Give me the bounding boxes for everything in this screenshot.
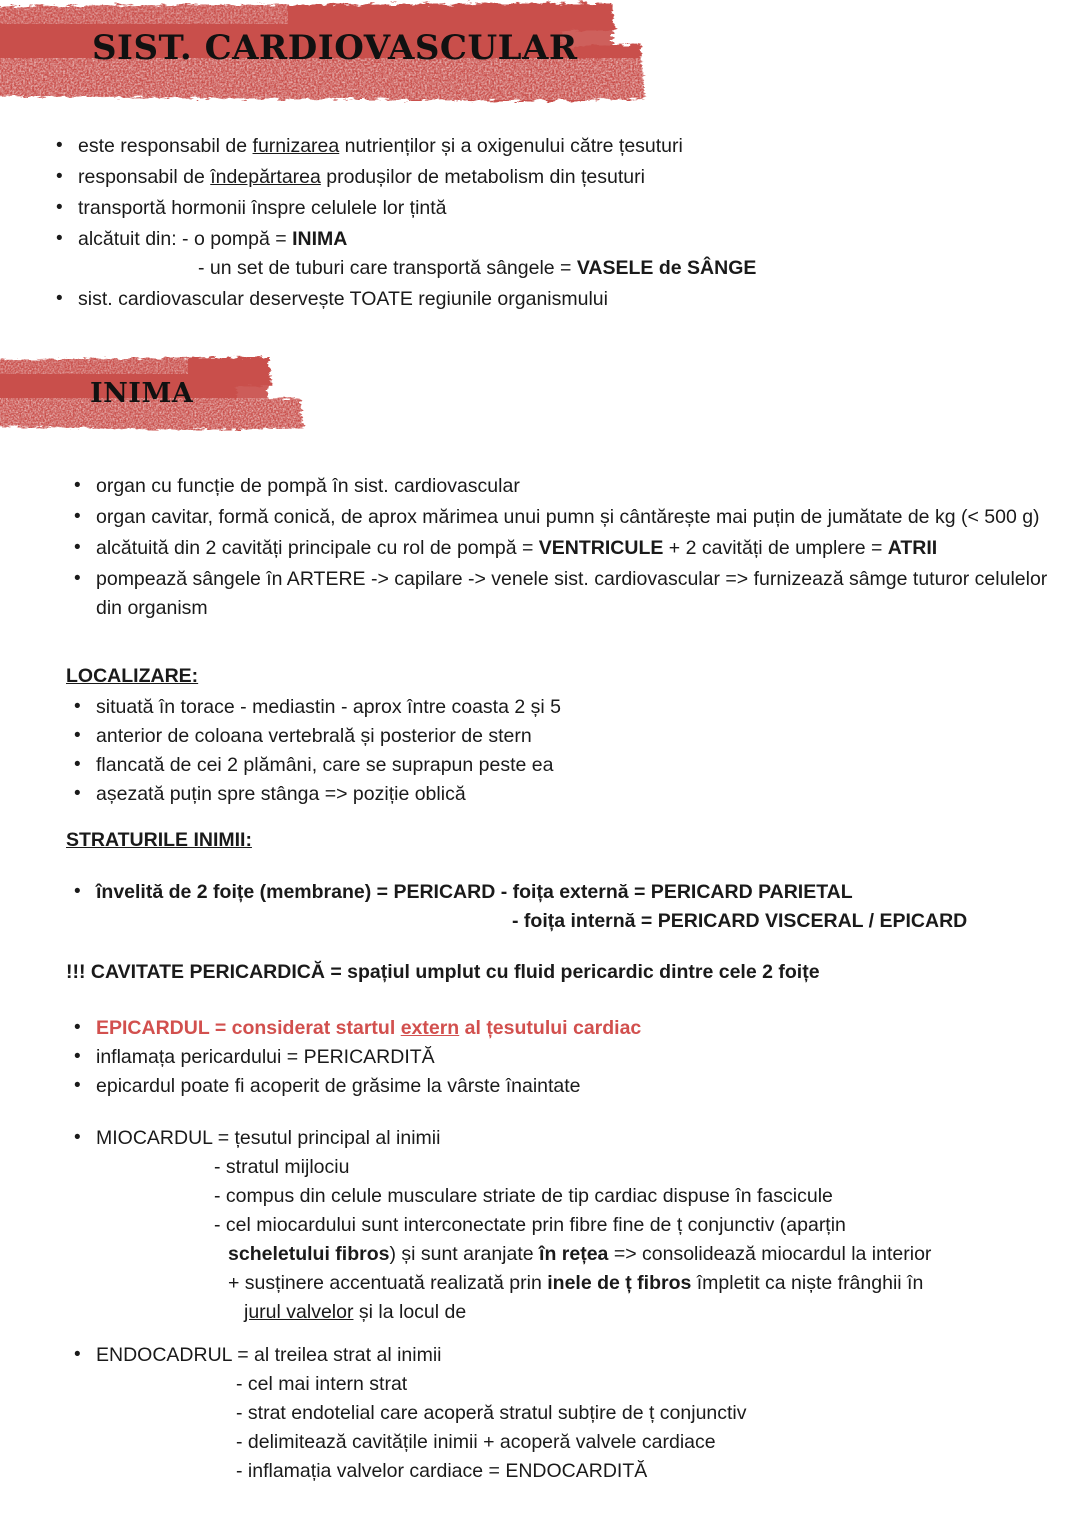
list-item: • așezată puțin spre stânga => poziție oblică bbox=[66, 780, 886, 809]
inima-text-3c: + 2 cavități de umplere = bbox=[663, 537, 888, 559]
bullet-text-2c: produșilor de metabolism din țesuturi bbox=[320, 166, 645, 188]
endocard-sub-4: - inflamația valvelor cardiace = ENDOCARDITĂ bbox=[236, 1460, 648, 1482]
bullet-text-4a: alcătuit din: - o pompă = bbox=[78, 228, 293, 250]
epicard-text-a: EPICARDUL bbox=[96, 1017, 210, 1039]
miocard-support-5: și la locul de bbox=[353, 1301, 467, 1323]
list-item bbox=[48, 285, 1048, 314]
inima-text-2: organ cavitar, formă conică, de aprox mărimea unui pumn și cântărește mai puțin de jumătate de kg (< 500 g) bbox=[96, 506, 1040, 528]
list-item: • inflamața pericardului = PERICARDITĂ bbox=[66, 1043, 1066, 1072]
list-item bbox=[66, 878, 1066, 936]
inima-text-3d: ATRII bbox=[887, 537, 938, 559]
inima-text-3b: VENTRICULE bbox=[538, 537, 664, 559]
miocard-sub-2: - compus din celule musculare striate de tip cardiac dispuse în fascicule bbox=[214, 1185, 833, 1207]
inima-text-4: pompează sângele în ARTERE -> capilare -> venele sist. cardiovascular => furnizează sâmge tuturor celulelor din organism bbox=[96, 568, 1048, 619]
bullet-text-1a: este responsabil de bbox=[78, 135, 253, 157]
miocard-long-1: - cel miocardului sunt interconectate prin fibre fine de ț conjunctiv (aparțin bbox=[214, 1214, 846, 1236]
endocard-title: ENDOCADRUL = al treilea strat al inimii bbox=[96, 1344, 442, 1366]
endocard-sub-2: - strat endotelial care acoperă stratul subțire de ț conjunctiv bbox=[236, 1402, 747, 1424]
epicard-text-c: extern bbox=[400, 1017, 460, 1039]
miocard-support-2: inele de ț fibros bbox=[547, 1272, 692, 1294]
epicard-bullet-list bbox=[66, 1014, 1066, 1101]
bullet-text-2b: îndepărtarea bbox=[210, 166, 321, 188]
list-item bbox=[66, 534, 1066, 563]
miocard-long-3: ) și sunt aranjate bbox=[389, 1243, 540, 1265]
bullet-text-1b: furnizarea bbox=[252, 135, 340, 157]
miocard-section bbox=[66, 1124, 1076, 1329]
list-item bbox=[48, 225, 1048, 283]
bullet-text-1c: nutrienților și a oxigenului către țesuturi bbox=[339, 135, 683, 157]
bullet-text-4d: VASELE de SÂNGE bbox=[576, 257, 757, 279]
inima-text-1: organ cu funcție de pompă în sist. cardiovascular bbox=[96, 475, 520, 497]
bullet-text-2a: responsabil de bbox=[78, 166, 211, 188]
straturile-heading-wrap bbox=[66, 826, 1066, 857]
cavitate-pericardica-note: !!! CAVITATE PERICARDICĂ = spațiul umplut cu fluid pericardic dintre cele 2 foițe bbox=[66, 961, 820, 983]
miocard-long-4: în rețea bbox=[539, 1243, 609, 1265]
bullet-text-3: transportă hormonii înspre celulele lor țintă bbox=[78, 197, 447, 219]
list-item bbox=[66, 472, 1066, 501]
list-item: • anterior de coloana vertebrală și posterior de stern bbox=[66, 722, 886, 751]
miocard-support-4: jurul valvelor bbox=[244, 1301, 354, 1323]
localizare-heading: LOCALIZARE: bbox=[66, 665, 199, 687]
localizare-section bbox=[66, 662, 886, 809]
list-item bbox=[66, 503, 1066, 532]
list-item: • flancată de cei 2 plămâni, care se suprapun peste ea bbox=[66, 751, 886, 780]
epicard-text-b: = considerat startul bbox=[209, 1017, 401, 1039]
list-item bbox=[66, 1341, 1066, 1486]
miocard-sub-1: - stratul mijlociu bbox=[214, 1156, 350, 1178]
bullet-text-4b: INIMA bbox=[292, 228, 348, 250]
inima-text-3a: alcătuită din 2 cavități principale cu rol de pompă = bbox=[96, 537, 539, 559]
list-item bbox=[66, 1124, 1076, 1327]
epicard-text-d: al țesutului cardiac bbox=[459, 1017, 642, 1039]
endocard-sub-3: - delimitează cavitățile inimii + acoperă valvele cardiace bbox=[236, 1431, 716, 1453]
endocard-sub-1: - cel mai intern strat bbox=[236, 1373, 408, 1395]
endocard-section bbox=[66, 1341, 1066, 1488]
page-title: SIST. CARDIOVASCULAR bbox=[92, 28, 578, 68]
section-title-inima: INIMA bbox=[90, 378, 194, 409]
bullet-text-4c: - un set de tuburi care transportă sângele = bbox=[198, 257, 577, 279]
miocard-support-1: + susținere accentuată realizată prin bbox=[228, 1272, 548, 1294]
pericard-line1: învelită de 2 foițe (membrane) = PERICARD - foița externă = PERICARD PARIETAL bbox=[96, 881, 853, 903]
bullet-text-5: sist. cardiovascular deservește TOATE regiunile organismului bbox=[78, 288, 608, 310]
list-item: • epicardul poate fi acoperit de grăsime la vârste înaintate bbox=[66, 1072, 1066, 1101]
list-item: • situată în torace - mediastin - aprox între coasta 2 și 5 bbox=[66, 693, 886, 722]
list-item bbox=[48, 132, 1048, 161]
straturile-heading: STRATURILE INIMII: bbox=[66, 829, 252, 851]
miocard-long-2: scheletului fibros bbox=[228, 1243, 390, 1265]
intro-bullet-list bbox=[48, 132, 1048, 316]
miocard-long-5: => consolidează miocardul la interior bbox=[608, 1243, 932, 1265]
miocard-support-3: împletit ca niște frânghii în bbox=[691, 1272, 924, 1294]
list-item bbox=[66, 1014, 1066, 1043]
pericard-bullet bbox=[66, 878, 1066, 938]
cavitate-note-wrap bbox=[66, 958, 1066, 987]
pericard-line2: - foița internă = PERICARD VISCERAL / EPICARD bbox=[512, 910, 968, 932]
miocard-title: MIOCARDUL = țesutul principal al inimii bbox=[96, 1127, 441, 1149]
list-item bbox=[48, 194, 1048, 223]
inima-bullet-list bbox=[66, 472, 1066, 625]
list-item bbox=[66, 565, 1066, 623]
list-item bbox=[48, 163, 1048, 192]
